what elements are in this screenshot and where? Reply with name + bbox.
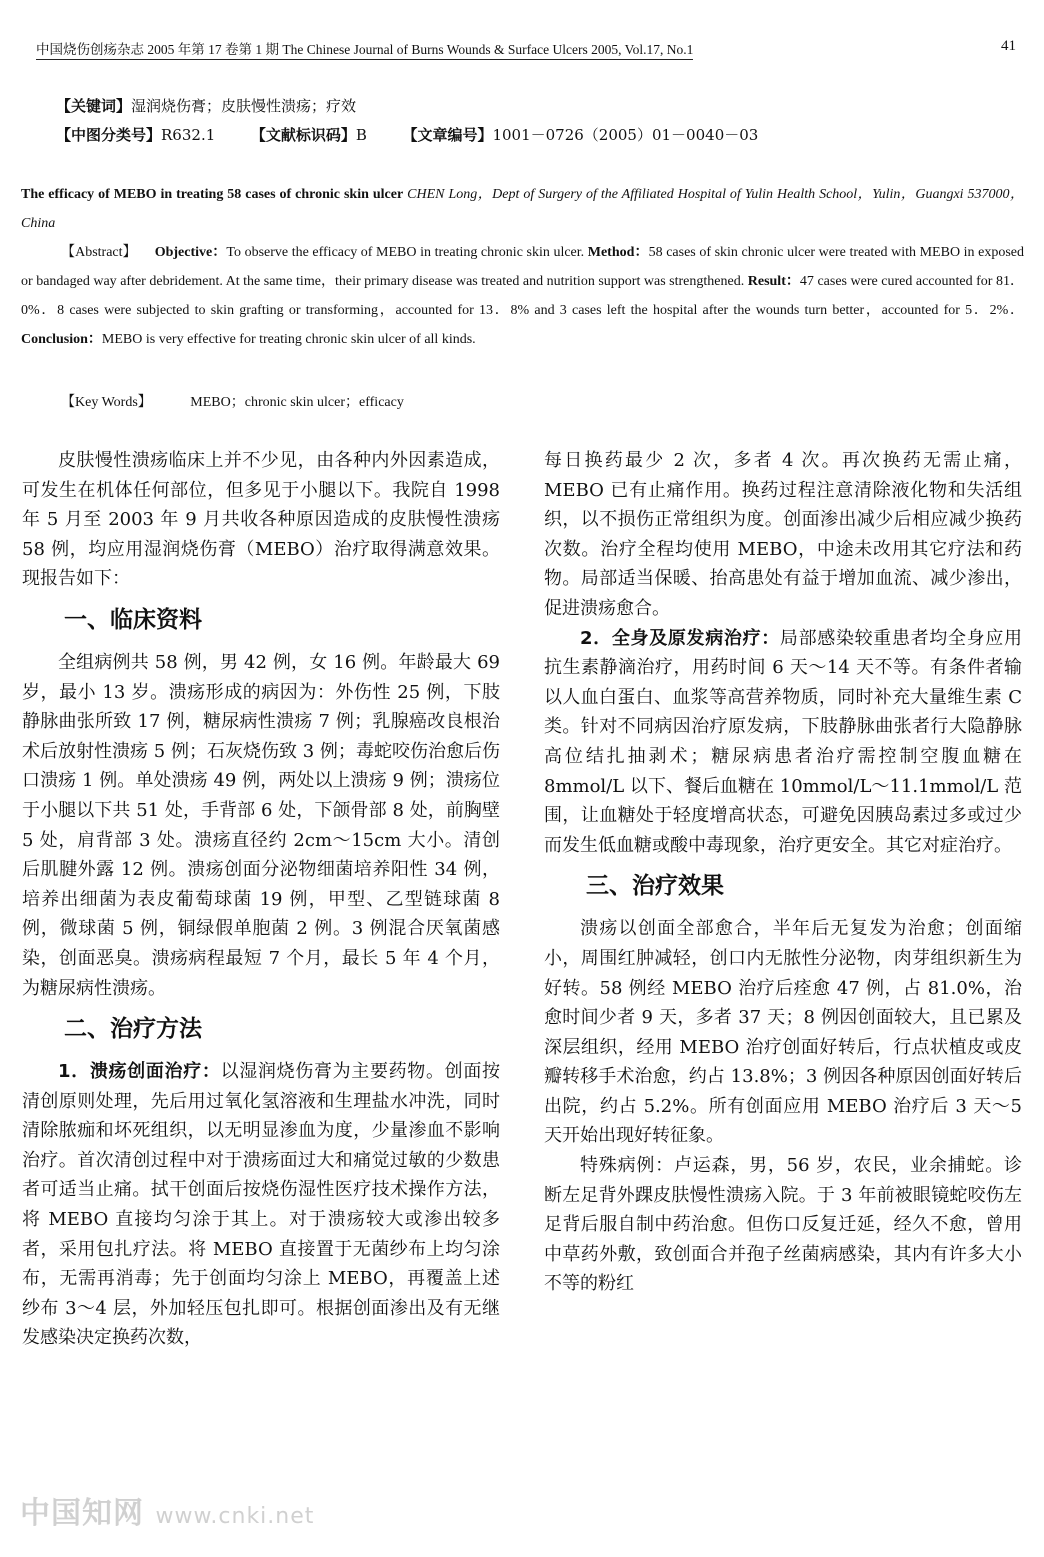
section-3-paragraph-2: 特殊病例：卢运森，男，56 岁，农民，业余捕蛇。诊断左足背外踝皮肤慢性溃疡入院。于 3 年前被眼镜蛇咬伤左足背后服自制中药治愈。但伤口反复迁延，经久不愈，曾用中草药外敷，致创面合并孢子丝菌病感染，其内有许多大小不等的粉红 [544, 1155, 1022, 1295]
english-author-affiliation: CHEN Long，Dept of Surgery of the Affiliated Hospital of Yulin Health School，Yulin，Guangxi 537000，China [21, 187, 1024, 231]
method-label: Method： [587, 245, 649, 260]
section-3-heading: 三、治疗效果 [586, 873, 724, 900]
section-2-heading: 二、治疗方法 [64, 1016, 202, 1043]
journal-citation: 中国烧伤创疡杂志 2005 年第 17 卷第 1 期 The Chinese Journal of Burns Wounds & Surface Ulcers 2005, Vol.17, No.1 [36, 38, 693, 60]
wound-treatment-text: 以湿润烧伤膏为主要药物。创面按清创原则处理，先后用过氧化氢溶液和生理盐水冲洗，同时清除脓痂和坏死组织，以无明显渗血为度，少量渗血不影响治疗。首次清创过程中对于溃疡面过大和痛觉过敏的少数患者可适当止痛。拭干创面后按烧伤湿性医疗技术操作方法，将 MEBO 直接均匀涂于其上。对于溃疡较大或渗出较多者，采用包扎疗法。将 MEBO 直接置于无菌纱布上均匀涂布，无需再消毒；先于创面均匀涂上 MEBO，再覆盖上述纱布 3～4 层，外加轻压包扎即可。根据创面渗出及有无继发感染决定换药次数， [22, 1061, 500, 1349]
cnki-watermark [20, 1488, 320, 1531]
clc-value: R632.1 [161, 126, 216, 144]
intro-paragraph: 皮肤慢性溃疡临床上并不少见，由各种内外因素造成，可发生在机体任何部位，但多见于小腿以下。我院自 1998 年 5 月至 2003 年 9 月共收各种原因造成的皮肤慢性溃疡 58 例，均应用湿润烧伤膏（MEBO）治疗取得满意效果。现报告如下： [22, 450, 500, 590]
article-number-value: 1001－0726（2005）01－0040－03 [492, 126, 759, 144]
article-number-label: 【文章编号】 [402, 126, 493, 144]
conclusion-label: Conclusion： [21, 332, 102, 347]
result-text: 47 cases were cured accounted for 81．0%．8 cases were subjected to skin grafting or transforming，accounted for 13．8% and 3 cases left the hospital after the wounds turn better，accounted for 5．2%． [21, 274, 1025, 318]
clc-label: 【中图分类号】 [56, 126, 162, 144]
conclusion-text: MEBO is very effective for treating chronic skin ulcer of all kinds. [101, 332, 476, 347]
watermark-url: www.cnki.net [155, 1504, 315, 1529]
english-keywords [21, 388, 1024, 417]
section-2-paragraph-1 [22, 1057, 500, 1353]
right-column [544, 446, 1022, 1299]
cn-keywords-label: 【关键词】 [56, 97, 132, 115]
systemic-treatment-text: 局部感染较重患者均全身应用抗生素静滴治疗，用药时间 6 天～14 天不等。有条件者输以人血白蛋白、血浆等高营养物质，同时补充大量维生素 C 类。针对不同病因治疗原发病，下肢静脉曲张者行大隐静脉高位结扎抽剥术；糖尿病患者治疗需控制空腹血糖在 8mmol/L 以下、餐后血糖在 10mmol/L～11.1mmol/L 范围，让血糖处于轻度增高状态，可避免因胰岛素过多或过少而发生低血糖或酸中毒现象，治疗更安全。其它对症治疗。 [544, 627, 1022, 856]
running-header [36, 38, 1016, 60]
continued-paragraph: 每日换药最少 2 次，多者 4 次。再次换药无需止痛，MEBO 已有止痛作用。换药过程注意清除液化物和失活组织，以不损伤正常组织为度。创面渗出减少后相应减少换药次数。治疗全程均使用 MEBO，中途未改用其它疗法和药物。局部适当保暖、抬高患处有益于增加血流、减少渗出，促进溃疡愈合。 [544, 450, 1022, 619]
section-2-paragraph-2 [544, 624, 1022, 861]
watermark-text: 中国知网 [20, 1496, 144, 1531]
cn-keywords-text: 湿润烧伤膏；皮肤慢性溃疡；疗效 [131, 97, 357, 115]
doc-code-value: B [355, 126, 367, 144]
english-title-block [21, 180, 1024, 238]
cn-keywords-line [56, 95, 1016, 116]
page-number: 41 [1001, 38, 1016, 54]
abstract-label: 【Abstract】 [61, 245, 137, 260]
section-1-heading: 一、临床资料 [64, 606, 202, 633]
subheading-systemic-treatment: 2．全身及原发病治疗： [580, 627, 780, 649]
objective-label: Objective： [154, 245, 227, 260]
english-abstract [21, 238, 1024, 354]
method-text: 58 cases of skin chronic ulcer were treated with MEBO in exposed or bandaged way after debridement. At the same time，their primary disease was treated and nutrition support was strengthened. [21, 245, 1025, 289]
subheading-wound-treatment: 1．溃疡创面治疗： [58, 1061, 221, 1083]
section-3-paragraph-1: 溃疡以创面全部愈合，半年后无复发为治愈；创面缩小，周围红肿减轻，创口内无脓性分泌物，肉芽组织新生为好转。58 例经 MEBO 治疗后痊愈 47 例，占 81.0%，治愈时间少者 9 天，多者 37 天；8 例因创面较大，且已累及深层组织，经用 MEBO 治疗创面好转后，行点状植皮或皮瓣转移手术治愈，约占 13.8%；3 例因各种原因创面好转后出院，约占 5.2%。所有创面应用 MEBO 治疗后 3 天～5 天开始出现好转征象。 [544, 918, 1022, 1147]
left-column [22, 446, 500, 1353]
objective-text: To observe the efficacy of MEBO in treating chronic skin ulcer. [226, 245, 585, 260]
doc-code-label: 【文献标识码】 [250, 126, 356, 144]
section-1-paragraph: 全组病例共 58 例，男 42 例，女 16 例。年龄最大 69 岁，最小 13 岁。溃疡形成的病因为：外伤性 25 例，下肢静脉曲张所致 17 例，糖尿病性溃疡 7 例；乳腺癌改良根治术后放射性溃疡 5 例；石灰烧伤致 3 例；毒蛇咬伤治愈后伤口溃疡 1 例。单处溃疡 49 例，两处以上溃疡 9 例；溃疡位于小腿以下共 51 处，手背部 6 处，下颌骨部 8 处，前胸壁 5 处，肩背部 3 处。溃疡直径约 2cm～15cm 大小。清创后肌腱外露 12 例。溃疡创面分泌物细菌培养阳性 34 例，培养出细菌为表皮葡萄球菌 19 例，甲型、乙型链球菌 8 例，微球菌 5 例，铜绿假单胞菌 2 例。3 例混合厌氧菌感染，创面恶臭。溃疡病程最短 7 个月，最长 5 年 4 个月，为糖尿病性溃疡。 [22, 651, 500, 999]
english-keywords-label: 【Key Words】 [61, 395, 152, 410]
cn-classification-line [56, 124, 1016, 145]
english-keywords-text: MEBO；chronic skin ulcer；efficacy [190, 395, 404, 410]
result-label: Result： [747, 274, 800, 289]
english-title: The efficacy of MEBO in treating 58 cases of chronic skin ulcer [21, 187, 404, 202]
